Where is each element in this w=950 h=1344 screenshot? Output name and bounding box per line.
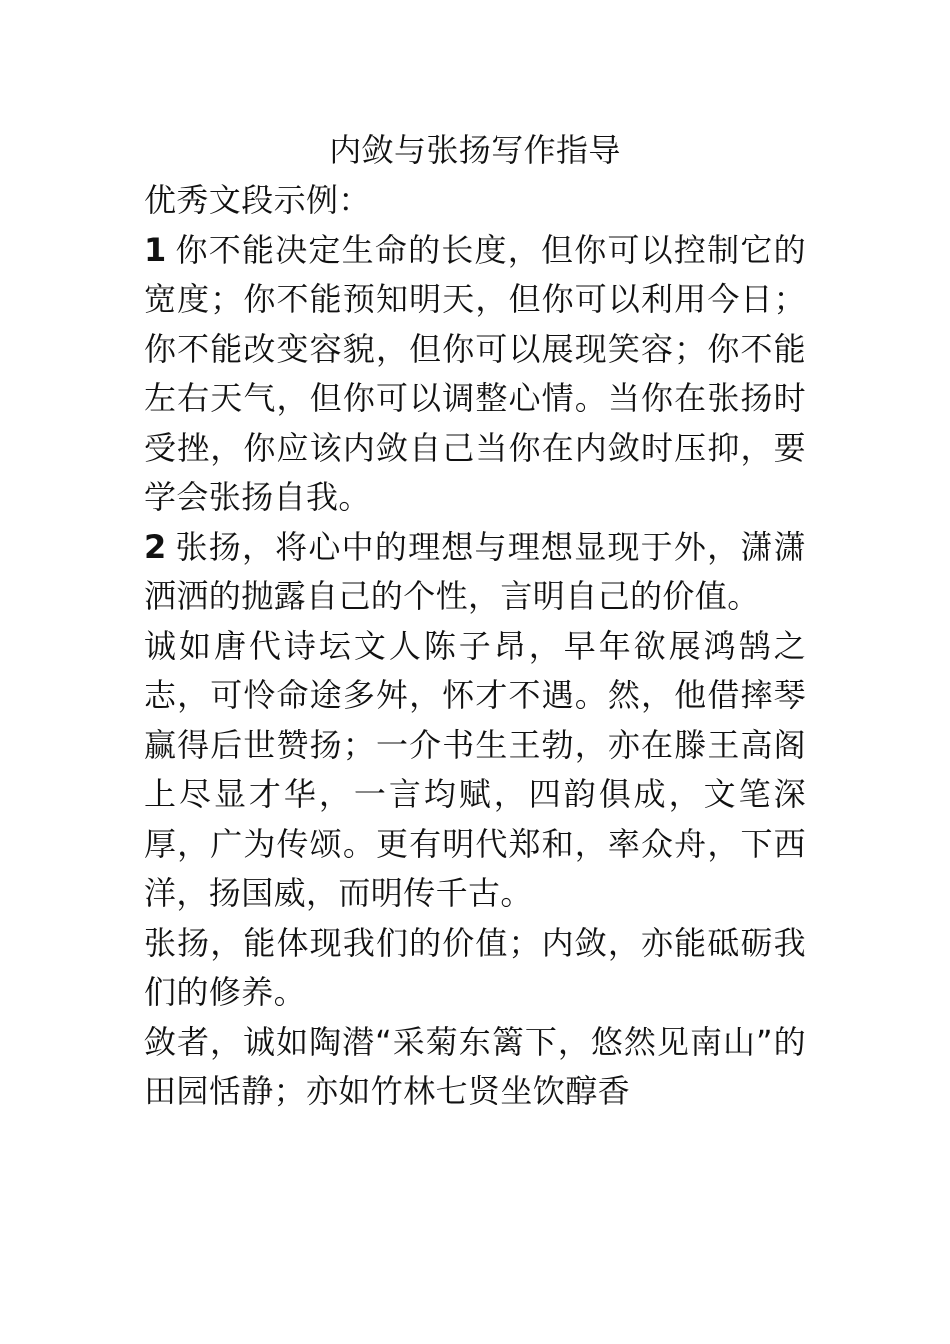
paragraph-number: 2 bbox=[144, 527, 167, 566]
paragraph-4 bbox=[144, 919, 806, 1018]
paragraph-text: 你不能决定生命的长度，但你可以控制它的宽度；你不能预知明天，但你可以利用今日；你不能改变容貌，但你可以展现笑容；你不能左右天气，但你可以调整心情。当你在张扬时受挫，你应该内敛自己当你在内敛时压抑，要学会张扬自我。 bbox=[144, 230, 806, 516]
paragraph-2 bbox=[144, 523, 806, 622]
paragraph-text: 张扬，将心中的理想与理想显现于外，潇潇洒洒的抛露自己的个性，言明自己的价值。 bbox=[144, 527, 806, 615]
page-title: 内敛与张扬写作指导 bbox=[329, 131, 621, 169]
paragraph-text: 敛者，诚如陶潜“采菊东篱下，悠然见南山”的田园恬静；亦如竹林七贤坐饮醇香 bbox=[144, 1022, 806, 1110]
paragraph-1 bbox=[144, 226, 806, 523]
document-page bbox=[144, 124, 806, 1117]
paragraph-number: 1 bbox=[144, 230, 167, 269]
paragraph-5 bbox=[144, 1018, 806, 1117]
paragraph-text: 张扬，能体现我们的价值；内敛，亦能砥砺我们的修养。 bbox=[144, 923, 806, 1011]
paragraph-text: 诚如唐代诗坛文人陈子昂，早年欲展鸿鹄之志，可怜命途多舛，怀才不遇。然，他借摔琴赢得后世赞扬；一介书生王勃，亦在滕王高阁上尽显才华，一言均赋，四韵俱成，文笔深厚，广为传颂。更有明代郑和，率众舟，下西洋，扬国威，而明传千古。 bbox=[144, 626, 806, 912]
section-heading: 优秀文段示例： bbox=[144, 181, 371, 219]
paragraph-3 bbox=[144, 622, 806, 919]
